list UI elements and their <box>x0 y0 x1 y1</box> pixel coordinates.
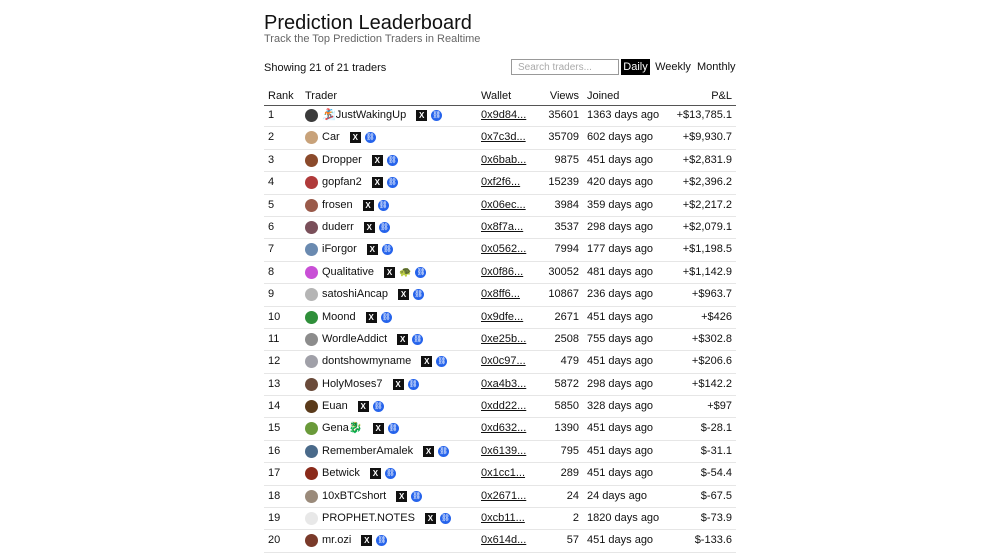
wallet-link[interactable]: 0x7c3d... <box>481 131 526 144</box>
column-header-pnl[interactable]: P&L <box>711 90 732 102</box>
trader-cell[interactable] <box>305 351 447 372</box>
trader-name[interactable]: HolyMoses7 <box>322 377 383 390</box>
trader-name[interactable]: WordleAddict <box>322 332 388 345</box>
joined-cell: 328 days ago <box>587 400 654 413</box>
link-icon[interactable]: ⛓ <box>387 179 397 187</box>
wallet-link[interactable]: 0xcb11... <box>481 512 525 525</box>
wallet-link[interactable]: 0x9d84... <box>481 109 527 121</box>
trader-name[interactable]: PROPHET.NOTES <box>322 512 415 525</box>
wallet-link[interactable]: 0x6bab... <box>481 153 527 166</box>
trader-name[interactable]: Car <box>322 131 340 144</box>
joined-cell: 451 days ago <box>587 444 654 457</box>
avatar <box>305 534 318 547</box>
table-row[interactable] <box>264 105 736 127</box>
table-row[interactable] <box>264 441 736 463</box>
wallet-link[interactable]: 0x0562... <box>481 243 527 256</box>
column-header-views[interactable]: Views <box>549 90 579 102</box>
trader-name[interactable]: duderr <box>322 220 354 233</box>
x-icon[interactable]: X <box>370 468 381 479</box>
joined-cell: 481 days ago <box>587 265 654 278</box>
avatar <box>305 467 318 480</box>
trader-name[interactable]: Euan <box>322 400 348 413</box>
avatar <box>305 199 318 212</box>
joined-cell: 451 days ago <box>587 355 654 368</box>
link-icon[interactable]: ⛓ <box>414 291 423 299</box>
table-row[interactable] <box>264 217 736 239</box>
views-cell: 9875 <box>554 153 579 166</box>
table-row[interactable] <box>264 284 736 306</box>
x-icon[interactable]: X <box>361 535 372 546</box>
link-icon[interactable]: ⛓ <box>385 470 395 478</box>
wallet-link[interactable]: 0x614d... <box>481 534 527 547</box>
rank-cell: 19 <box>268 512 281 525</box>
trader-cell[interactable] <box>305 508 451 529</box>
views-cell: 35709 <box>548 131 579 144</box>
avatar <box>305 266 318 279</box>
table-row[interactable] <box>264 329 736 351</box>
link-icon[interactable]: ⛓ <box>373 403 383 411</box>
table-row[interactable] <box>264 396 736 418</box>
pnl-cell: +$142.2 <box>691 377 732 390</box>
joined-cell: 451 days ago <box>587 534 654 547</box>
wallet-link[interactable]: 0x1cc1... <box>481 467 526 480</box>
x-icon[interactable]: X <box>398 289 409 300</box>
rank-cell: 12 <box>268 355 281 368</box>
link-icon[interactable]: ⛓ <box>408 380 418 388</box>
views-cell: 2508 <box>554 332 579 345</box>
views-cell: 30052 <box>548 265 579 278</box>
pnl-cell: +$2,217.2 <box>682 198 732 211</box>
column-header-rank[interactable]: Rank <box>268 90 294 102</box>
wallet-link[interactable]: 0x2671... <box>481 489 527 502</box>
joined-cell: 451 days ago <box>587 467 654 480</box>
trader-cell[interactable] <box>305 463 396 484</box>
link-icon[interactable]: ⛓ <box>437 358 447 366</box>
avatar <box>305 378 318 391</box>
trader-cell[interactable] <box>305 329 423 350</box>
trader-cell[interactable] <box>305 150 398 171</box>
link-icon[interactable]: ⛓ <box>365 134 375 142</box>
link-icon[interactable]: ⛓ <box>388 425 398 433</box>
joined-cell: 451 days ago <box>587 422 654 435</box>
pnl-cell: +$97 <box>707 400 732 413</box>
link-icon[interactable]: ⛓ <box>387 156 397 164</box>
x-icon[interactable]: X <box>358 401 369 412</box>
table-row[interactable] <box>264 239 736 261</box>
tab-monthly[interactable]: Monthly <box>697 61 736 73</box>
pnl-cell: +$13,785.1 <box>676 109 732 121</box>
wallet-link[interactable]: 0x06ec... <box>481 198 526 211</box>
pnl-cell: $-54.4 <box>700 467 732 480</box>
pnl-cell: $-28.1 <box>700 422 732 435</box>
link-icon[interactable]: ⛓ <box>382 246 392 254</box>
avatar <box>305 311 318 324</box>
views-cell: 1390 <box>554 422 579 435</box>
rank-cell: 9 <box>268 288 275 301</box>
trader-cell[interactable] <box>305 105 442 126</box>
wallet-link[interactable]: 0xf2f6... <box>481 176 521 189</box>
pnl-cell: +$2,831.9 <box>682 153 732 166</box>
x-icon[interactable]: X <box>350 132 361 143</box>
link-icon[interactable]: ⛓ <box>440 515 450 523</box>
link-icon[interactable]: ⛓ <box>377 537 387 545</box>
rank-cell: 15 <box>268 422 281 435</box>
trader-cell[interactable] <box>305 217 390 238</box>
trader-name[interactable]: satoshiAncap <box>322 288 389 301</box>
joined-cell: 1363 days ago <box>587 109 660 121</box>
views-cell: 3984 <box>554 198 579 211</box>
x-icon[interactable]: X <box>367 244 378 255</box>
rank-cell: 6 <box>268 220 275 233</box>
pnl-cell: +$206.6 <box>691 355 732 368</box>
column-header-joined[interactable]: Joined <box>587 90 620 102</box>
avatar <box>305 422 318 435</box>
wallet-link[interactable]: 0xd632... <box>481 422 527 435</box>
pnl-cell: +$2,079.1 <box>682 220 732 233</box>
table-row[interactable] <box>264 127 736 149</box>
avatar <box>305 109 318 122</box>
rank-cell: 16 <box>268 444 281 457</box>
trader-cell[interactable] <box>305 195 389 216</box>
trader-name[interactable]: iForgor <box>322 243 357 256</box>
joined-cell: 451 days ago <box>587 310 654 323</box>
trader-cell[interactable] <box>305 307 392 328</box>
x-icon[interactable]: X <box>421 356 432 367</box>
rank-cell: 17 <box>268 467 281 480</box>
trader-name[interactable]: Qualitative <box>322 265 374 278</box>
pnl-cell: $-67.5 <box>700 489 732 502</box>
x-icon[interactable]: X <box>366 312 377 323</box>
avatar <box>305 512 318 525</box>
views-cell: 2 <box>572 512 579 525</box>
x-icon[interactable]: X <box>373 423 384 434</box>
link-icon[interactable]: ⛓ <box>378 201 388 209</box>
joined-cell: 420 days ago <box>587 176 654 189</box>
rank-cell: 8 <box>268 265 275 278</box>
trader-name[interactable]: Moond <box>322 310 356 323</box>
avatar <box>305 288 318 301</box>
trader-cell[interactable] <box>305 284 424 305</box>
views-cell: 479 <box>560 355 579 368</box>
x-icon[interactable]: X <box>372 177 383 188</box>
x-icon[interactable]: X <box>396 491 407 502</box>
joined-cell: 755 days ago <box>587 332 654 345</box>
table-row[interactable] <box>264 351 736 373</box>
trader-cell[interactable] <box>305 172 398 193</box>
wallet-link[interactable]: 0x9dfe... <box>481 310 524 323</box>
showing-count: Showing 21 of 21 traders <box>264 62 387 74</box>
trader-name[interactable]: 10xBTCshort <box>322 489 387 502</box>
x-icon[interactable]: X <box>397 334 408 345</box>
x-icon[interactable]: X <box>372 155 383 166</box>
table-row[interactable] <box>264 463 736 485</box>
trader-name[interactable]: mr.ozi <box>322 534 352 547</box>
wallet-link[interactable]: 0x0f86... <box>481 265 524 278</box>
avatar <box>305 176 318 189</box>
trader-name[interactable]: dontshowmyname <box>322 355 412 368</box>
column-header-wallet[interactable]: Wallet <box>481 90 512 102</box>
pnl-cell: +$963.7 <box>691 288 732 301</box>
table-row[interactable] <box>264 307 736 329</box>
views-cell: 35601 <box>548 109 579 121</box>
avatar <box>305 243 318 256</box>
extra-badge-icon: 🐢 <box>398 266 412 278</box>
joined-cell: 177 days ago <box>587 243 654 256</box>
pnl-cell: +$426 <box>701 310 732 323</box>
rank-cell: 4 <box>268 176 275 189</box>
trader-cell[interactable] <box>305 239 393 260</box>
link-icon[interactable]: ⛓ <box>412 492 422 500</box>
rank-cell: 20 <box>268 534 281 547</box>
x-icon[interactable]: X <box>384 267 395 278</box>
joined-cell: 602 days ago <box>587 131 654 144</box>
link-icon[interactable]: ⛓ <box>416 268 426 276</box>
rank-cell: 10 <box>268 310 281 323</box>
views-cell: 24 <box>566 489 579 502</box>
wallet-link[interactable]: 0x8ff6... <box>481 288 520 301</box>
avatar <box>305 445 318 458</box>
rank-cell: 13 <box>268 377 281 390</box>
trader-cell[interactable] <box>305 396 384 417</box>
wallet-link[interactable]: 0x6139... <box>481 444 527 457</box>
trader-cell[interactable] <box>305 262 426 283</box>
table-row[interactable] <box>264 262 736 284</box>
table-row[interactable] <box>264 374 736 396</box>
pnl-cell: $-31.1 <box>700 444 732 457</box>
link-icon[interactable]: ⛓ <box>413 335 423 343</box>
x-icon[interactable]: X <box>364 222 375 233</box>
trader-cell[interactable] <box>305 486 422 507</box>
views-cell: 7994 <box>554 243 579 256</box>
rank-cell: 3 <box>268 153 275 166</box>
avatar <box>305 490 318 503</box>
trader-cell[interactable] <box>305 530 387 551</box>
rank-cell: 14 <box>268 400 281 413</box>
link-icon[interactable]: ⛓ <box>432 112 442 119</box>
trader-cell[interactable] <box>305 418 399 439</box>
column-header-trader[interactable]: Trader <box>305 90 337 102</box>
trader-name[interactable]: gopfan2 <box>322 176 362 189</box>
table-row[interactable] <box>264 418 736 440</box>
link-icon[interactable]: ⛓ <box>381 313 391 321</box>
views-cell: 5872 <box>554 377 579 390</box>
pnl-cell: +$2,396.2 <box>682 176 732 189</box>
pnl-cell: $-133.6 <box>694 534 732 547</box>
views-cell: 5850 <box>554 400 579 413</box>
pnl-cell: +$9,930.7 <box>682 131 732 144</box>
table-row[interactable] <box>264 486 736 508</box>
wallet-link[interactable]: 0xa4b3... <box>481 377 527 390</box>
x-icon[interactable]: X <box>425 513 436 524</box>
pnl-cell: +$1,198.5 <box>682 243 732 256</box>
joined-cell: 359 days ago <box>587 198 654 211</box>
trader-name[interactable]: 🏂JustWakingUp <box>322 109 407 121</box>
joined-cell: 451 days ago <box>587 153 654 166</box>
pnl-cell: +$302.8 <box>691 332 732 345</box>
views-cell: 289 <box>560 467 579 480</box>
views-cell: 15239 <box>548 176 579 189</box>
pnl-cell: +$1,142.9 <box>682 265 732 278</box>
link-icon[interactable]: ⛓ <box>439 447 449 455</box>
trader-cell[interactable] <box>305 374 419 395</box>
avatar <box>305 400 318 413</box>
trader-cell[interactable] <box>305 441 449 462</box>
trader-name[interactable]: Betwick <box>322 467 360 480</box>
trader-name[interactable]: Dropper <box>322 153 362 166</box>
views-cell: 10867 <box>548 288 579 301</box>
trader-name[interactable]: frosen <box>322 198 353 211</box>
x-icon[interactable]: X <box>416 110 427 121</box>
rank-cell: 1 <box>268 109 275 121</box>
joined-cell: 236 days ago <box>587 288 654 301</box>
wallet-link[interactable]: 0xe25b... <box>481 332 527 345</box>
avatar <box>305 355 318 368</box>
tab-daily[interactable]: Daily <box>621 59 650 75</box>
wallet-link[interactable]: 0x8f7a... <box>481 220 524 233</box>
trader-name[interactable]: Gena🐉 <box>322 422 363 435</box>
trader-name[interactable]: RememberAmalek <box>322 444 414 457</box>
trader-cell[interactable] <box>305 127 376 148</box>
joined-cell: 1820 days ago <box>587 512 660 525</box>
joined-cell: 298 days ago <box>587 220 654 233</box>
rank-cell: 2 <box>268 131 275 144</box>
avatar <box>305 154 318 167</box>
rank-cell: 5 <box>268 198 275 211</box>
x-icon[interactable]: X <box>363 200 374 211</box>
link-icon[interactable]: ⛓ <box>379 223 389 231</box>
table-row[interactable] <box>264 195 736 217</box>
x-icon[interactable]: X <box>393 379 404 390</box>
wallet-link[interactable]: 0x0c97... <box>481 355 526 368</box>
table-row[interactable] <box>264 530 736 552</box>
table-row[interactable] <box>264 150 736 172</box>
rank-cell: 18 <box>268 489 281 502</box>
avatar <box>305 131 318 144</box>
page-subtitle: Track the Top Prediction Traders in Realtime <box>264 33 481 45</box>
leaderboard-table-body <box>264 105 736 553</box>
rank-cell: 11 <box>268 332 280 345</box>
avatar <box>305 333 318 346</box>
avatar <box>305 221 318 234</box>
views-cell: 3537 <box>554 220 579 233</box>
table-row[interactable] <box>264 172 736 194</box>
pnl-cell: $-73.9 <box>700 512 732 525</box>
page-title: Prediction Leaderboard <box>264 12 472 34</box>
rank-cell: 7 <box>268 243 275 256</box>
search-input[interactable] <box>511 59 619 75</box>
wallet-link[interactable]: 0xdd22... <box>481 400 527 413</box>
table-row[interactable] <box>264 508 736 530</box>
tab-weekly[interactable]: Weekly <box>655 61 691 73</box>
views-cell: 57 <box>566 534 579 547</box>
x-icon[interactable]: X <box>423 446 434 457</box>
table-header <box>264 84 736 106</box>
joined-cell: 298 days ago <box>587 377 654 390</box>
joined-cell: 24 days ago <box>587 489 647 502</box>
views-cell: 2671 <box>554 310 579 323</box>
views-cell: 795 <box>560 444 579 457</box>
